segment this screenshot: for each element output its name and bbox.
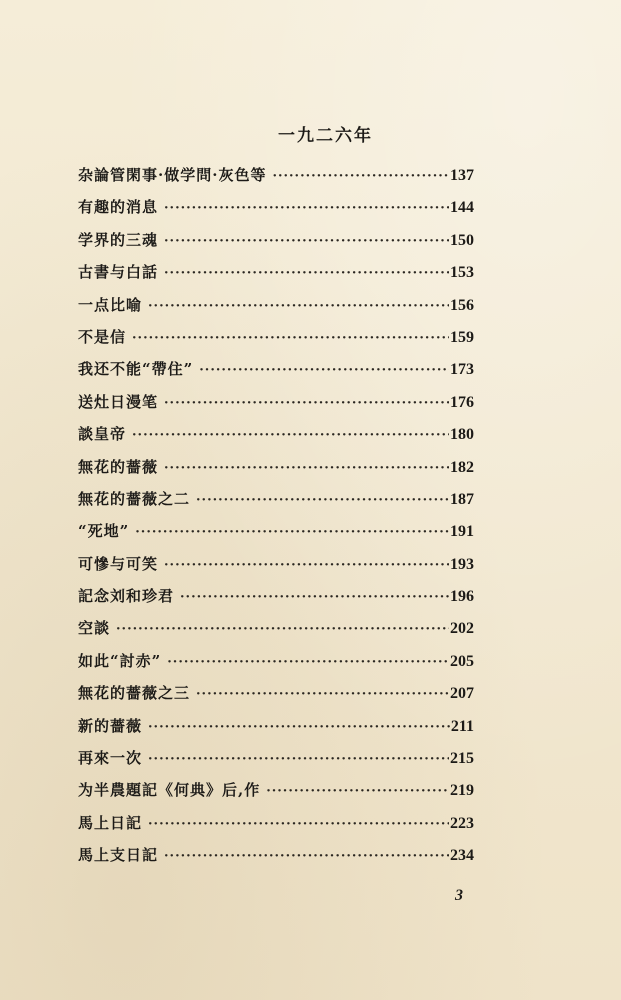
toc-entry-page: 196 <box>450 588 474 606</box>
toc-entry <box>78 779 474 811</box>
dot-leader <box>164 849 449 864</box>
toc-entry <box>78 553 474 585</box>
dot-leader <box>148 299 449 314</box>
toc-entry-title: 学界的三魂 <box>78 230 159 249</box>
dot-leader <box>132 331 449 346</box>
toc-entry <box>78 261 474 293</box>
toc-entry-title: 無花的薔薇之三 <box>78 684 191 703</box>
table-of-contents <box>78 164 474 877</box>
dot-leader <box>266 784 449 799</box>
toc-entry-title: 無花的薔薇 <box>78 457 159 476</box>
toc-entry-title: 馬上日記 <box>78 813 143 832</box>
toc-entry-page: 187 <box>450 490 474 508</box>
toc-entry-title: 馬上支日記 <box>78 846 159 865</box>
toc-entry <box>78 844 474 876</box>
toc-entry <box>78 423 474 455</box>
toc-entry-page: 159 <box>450 328 474 346</box>
toc-entry <box>78 391 474 423</box>
toc-entry <box>78 520 474 552</box>
toc-entry-title: 如此“討赤” <box>78 651 162 670</box>
toc-entry-title: “死地” <box>78 522 130 541</box>
toc-entry <box>78 294 474 326</box>
toc-entry-title: 杂論管閑事·做学問·灰色等 <box>78 166 267 184</box>
dot-leader <box>148 752 449 767</box>
toc-entry-page: 144 <box>450 199 474 217</box>
toc-entry <box>78 164 474 196</box>
section-heading: 一九二六年 <box>278 126 373 146</box>
dot-leader <box>164 396 449 411</box>
toc-entry <box>78 229 474 261</box>
toc-entry-page: 193 <box>450 555 474 573</box>
toc-entry-page: 150 <box>450 231 474 249</box>
toc-entry-page: 153 <box>450 264 474 282</box>
toc-entry-title: 一点比喻 <box>78 295 143 314</box>
dot-leader <box>132 428 449 443</box>
toc-entry-page: 156 <box>450 296 474 314</box>
toc-entry <box>78 585 474 617</box>
toc-entry-page: 182 <box>450 458 474 476</box>
toc-entry <box>78 326 474 358</box>
toc-entry-page: 191 <box>450 523 474 541</box>
toc-entry <box>78 650 474 682</box>
toc-entry-title: 談皇帝 <box>78 425 127 444</box>
toc-entry-title: 我还不能“帶住” <box>78 360 194 379</box>
toc-entry <box>78 747 474 779</box>
toc-entry <box>78 488 474 520</box>
dot-leader <box>180 590 449 605</box>
toc-entry-page: 223 <box>450 814 474 832</box>
toc-entry <box>78 682 474 714</box>
toc-entry-title: 再來一次 <box>78 749 143 768</box>
dot-leader <box>148 720 450 735</box>
toc-entry-title: 新的薔薇 <box>78 716 143 735</box>
dot-leader <box>272 169 449 184</box>
toc-entry-page: 205 <box>450 652 474 670</box>
toc-entry <box>78 456 474 488</box>
toc-entry-page: 202 <box>450 620 474 638</box>
toc-entry-page: 180 <box>450 426 474 444</box>
toc-entry-title: 無花的薔薇之二 <box>78 489 191 508</box>
dot-leader <box>164 201 449 216</box>
dot-leader <box>167 655 449 670</box>
toc-entry-page: 234 <box>450 847 474 865</box>
toc-entry-title: 为半農題記《何典》后,作 <box>78 781 261 800</box>
toc-entry-page: 173 <box>450 361 474 379</box>
page-number: 3 <box>455 887 463 904</box>
toc-entry-title: 送灶日漫笔 <box>78 392 159 411</box>
toc-entry-title: 不是信 <box>78 327 127 346</box>
dot-leader <box>196 687 449 702</box>
dot-leader <box>164 461 449 476</box>
toc-entry-page: 137 <box>450 167 474 184</box>
toc-entry-title: 古書与白話 <box>78 263 159 282</box>
toc-entry <box>78 812 474 844</box>
dot-leader <box>164 234 449 249</box>
toc-entry-title: 空談 <box>78 619 111 638</box>
toc-entry-page: 207 <box>450 685 474 703</box>
toc-entry <box>78 358 474 390</box>
dot-leader <box>116 622 449 637</box>
toc-entry-page: 211 <box>450 717 474 735</box>
toc-entry-title: 可慘与可笑 <box>78 554 159 573</box>
dot-leader <box>148 817 449 832</box>
toc-entry-page: 176 <box>450 393 474 411</box>
toc-entry <box>78 617 474 649</box>
dot-leader <box>135 525 449 540</box>
toc-entry-title: 記念刘和珍君 <box>78 587 175 606</box>
dot-leader <box>164 266 449 281</box>
dot-leader <box>199 363 449 378</box>
toc-entry-page: 219 <box>450 782 474 800</box>
toc-entry <box>78 196 474 228</box>
toc-entry-page: 215 <box>450 750 474 768</box>
toc-entry-title: 有趣的消息 <box>78 198 159 217</box>
dot-leader <box>196 493 449 508</box>
toc-entry <box>78 715 474 747</box>
dot-leader <box>164 558 449 573</box>
